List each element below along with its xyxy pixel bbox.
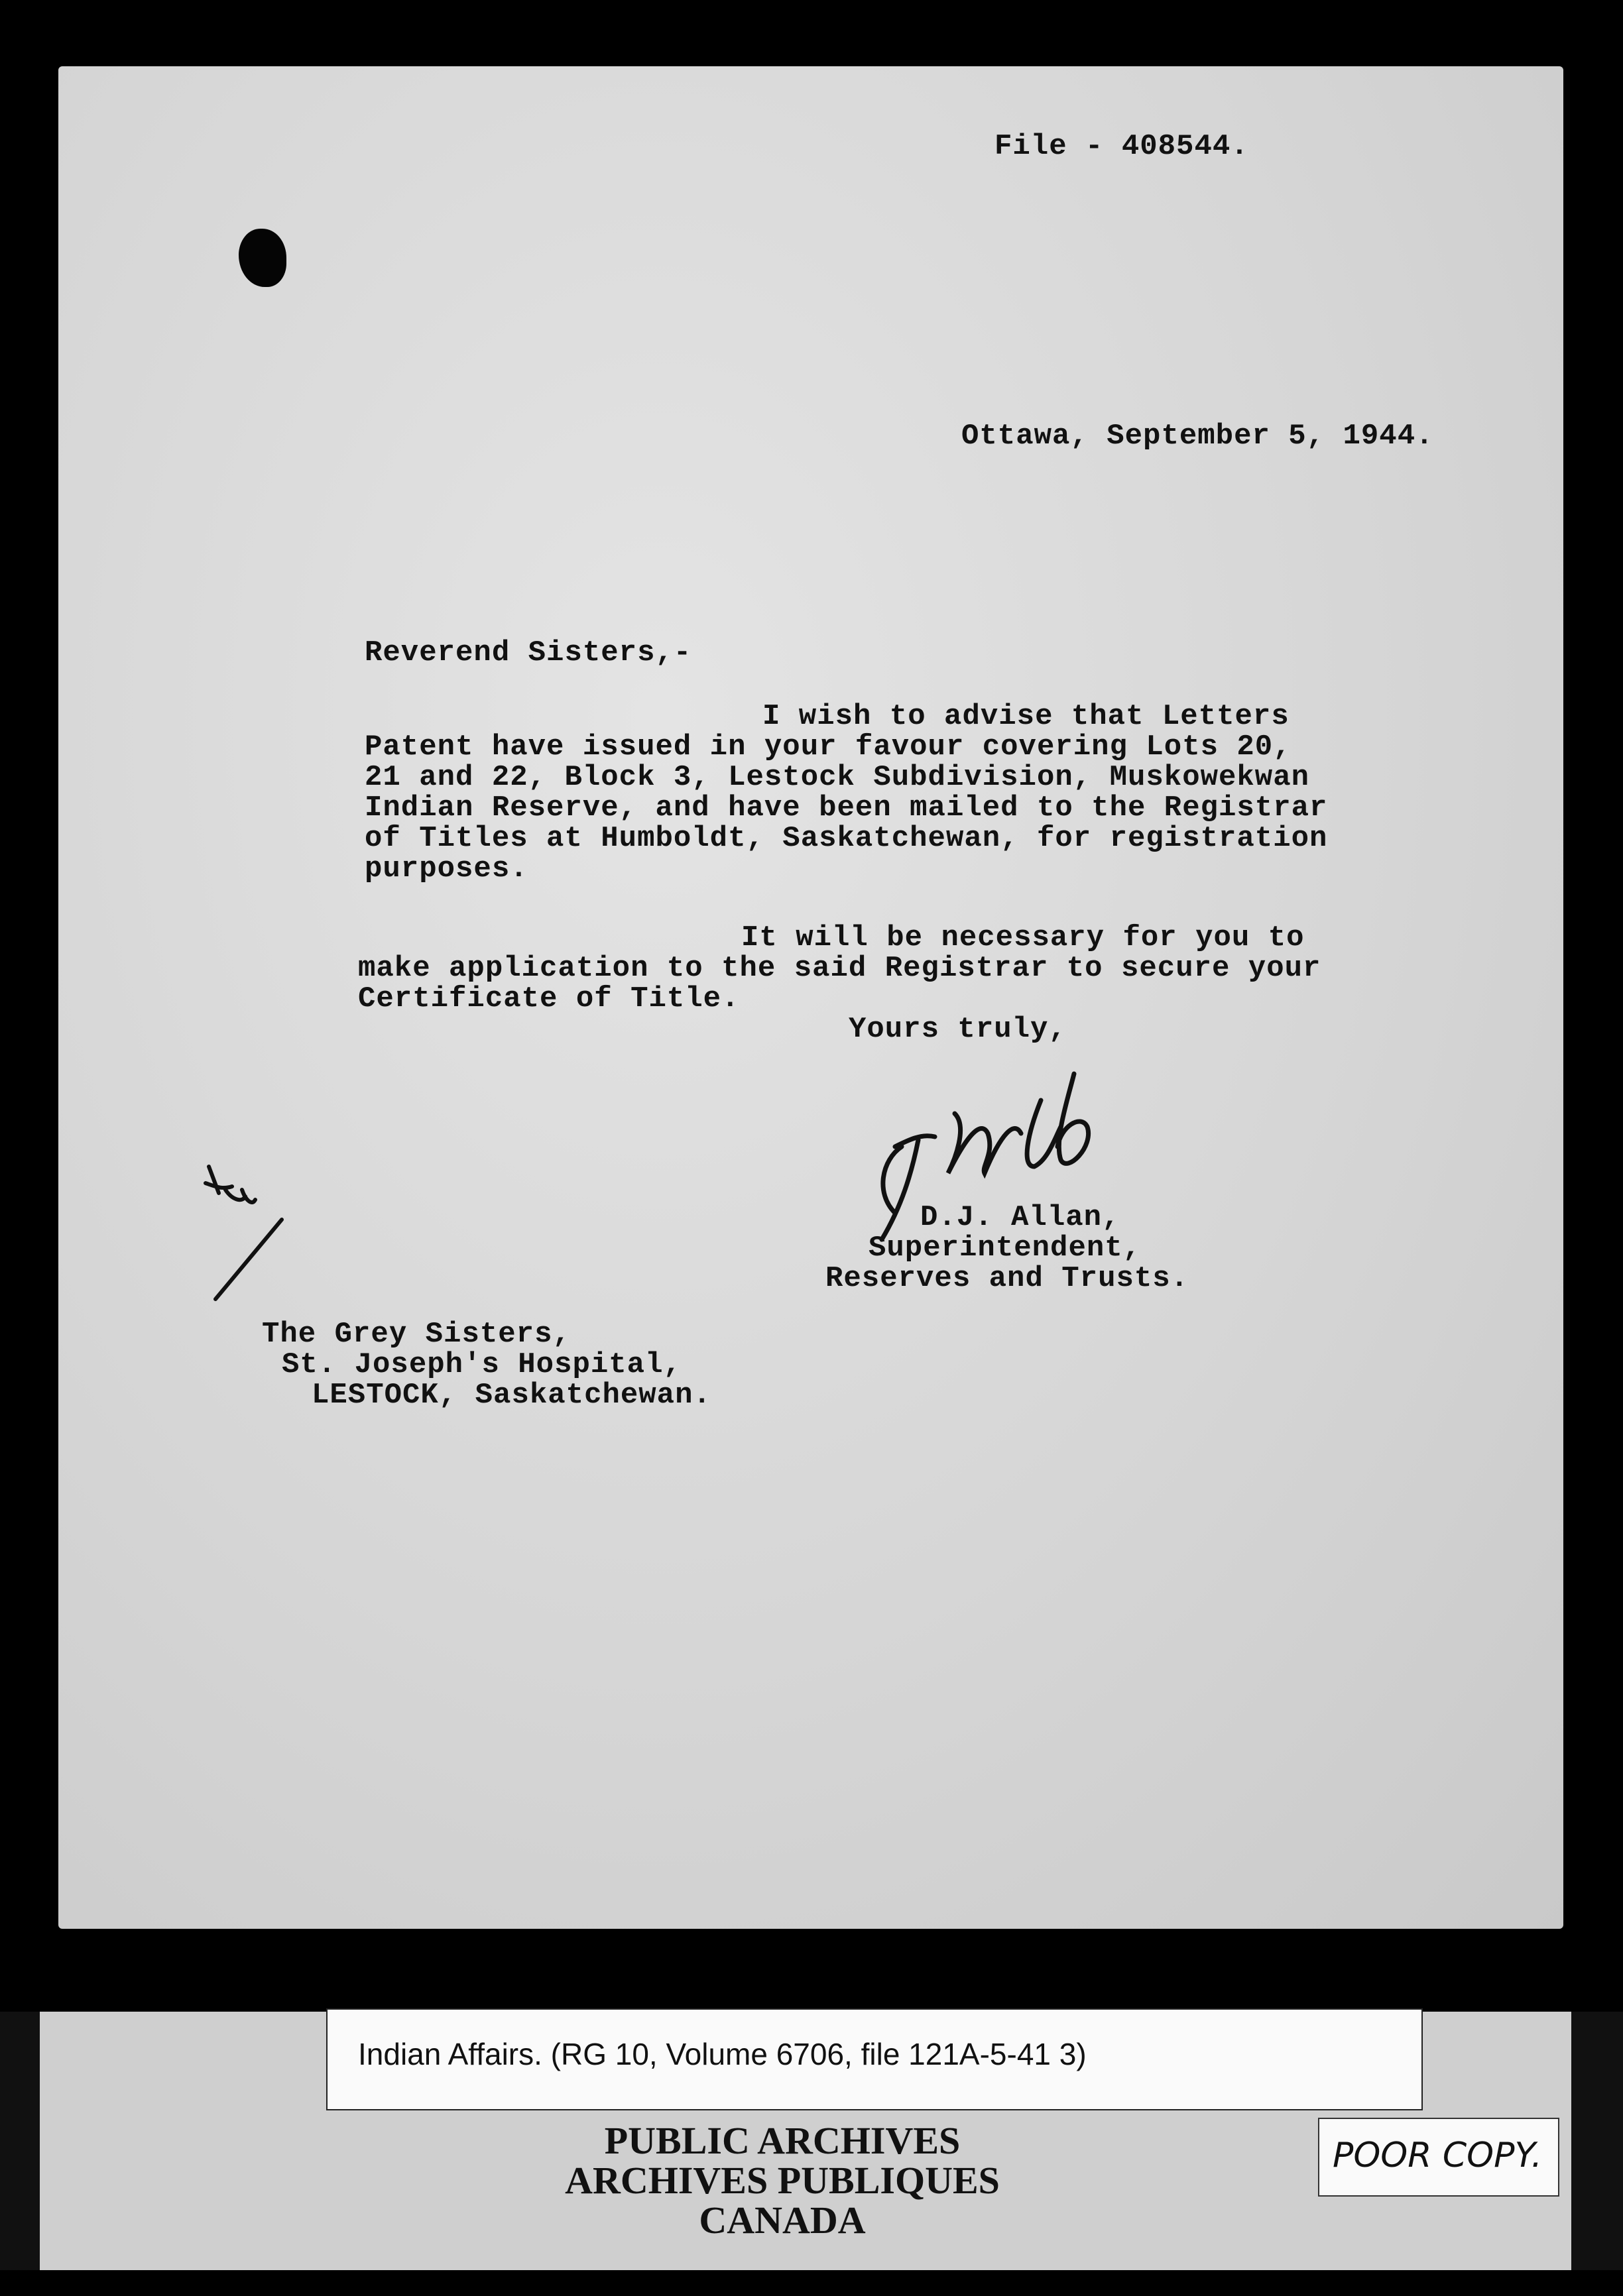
- body-line: I wish to advise that Letters: [762, 700, 1290, 733]
- signer-title: Superintendent,: [869, 1232, 1142, 1265]
- address-line: LESTOCK, Saskatchewan.: [312, 1379, 711, 1412]
- stamp-line: ARCHIVES PUBLIQUES: [565, 2159, 1000, 2202]
- archives-stamp: [530, 2121, 1034, 2240]
- body-line: make application to the said Registrar to secure your: [358, 952, 1321, 985]
- film-edge-left: [0, 2012, 40, 2270]
- body-line: It will be necessary for you to: [741, 921, 1305, 954]
- stamp-line: PUBLIC ARCHIVES: [604, 2119, 961, 2162]
- body-line: purposes.: [365, 852, 528, 886]
- handwritten-initials: [196, 1153, 295, 1306]
- file-reference: File - 408544.: [994, 130, 1249, 163]
- signer-name: D.J. Allan,: [920, 1201, 1120, 1234]
- body-line: Indian Reserve, and have been mailed to the Registrar: [365, 791, 1328, 825]
- archive-reference: Indian Affairs. (RG 10, Volume 6706, file 121A-5-41 3): [358, 2037, 1087, 2071]
- salutation: Reverend Sisters,-: [365, 636, 692, 669]
- film-edge-right: [1571, 2012, 1623, 2270]
- closing: Yours truly,: [849, 1013, 1067, 1046]
- body-line: Patent have issued in your favour covering Lots 20,: [365, 730, 1292, 764]
- address-line: St. Joseph's Hospital,: [282, 1348, 682, 1381]
- address-line: The Grey Sisters,: [262, 1318, 571, 1351]
- signer-department: Reserves and Trusts.: [825, 1262, 1189, 1295]
- poor-copy-text: POOR COPY.: [1333, 2136, 1543, 2175]
- letter-sheet: [58, 66, 1563, 1929]
- body-line: 21 and 22, Block 3, Lestock Subdivision, Muskowekwan: [365, 761, 1310, 794]
- date-line: Ottawa, September 5, 1944.: [961, 420, 1434, 453]
- body-line: Certificate of Title.: [358, 982, 740, 1015]
- body-line: of Titles at Humboldt, Saskatchewan, for registration: [365, 822, 1328, 855]
- stamp-line: CANADA: [699, 2199, 866, 2242]
